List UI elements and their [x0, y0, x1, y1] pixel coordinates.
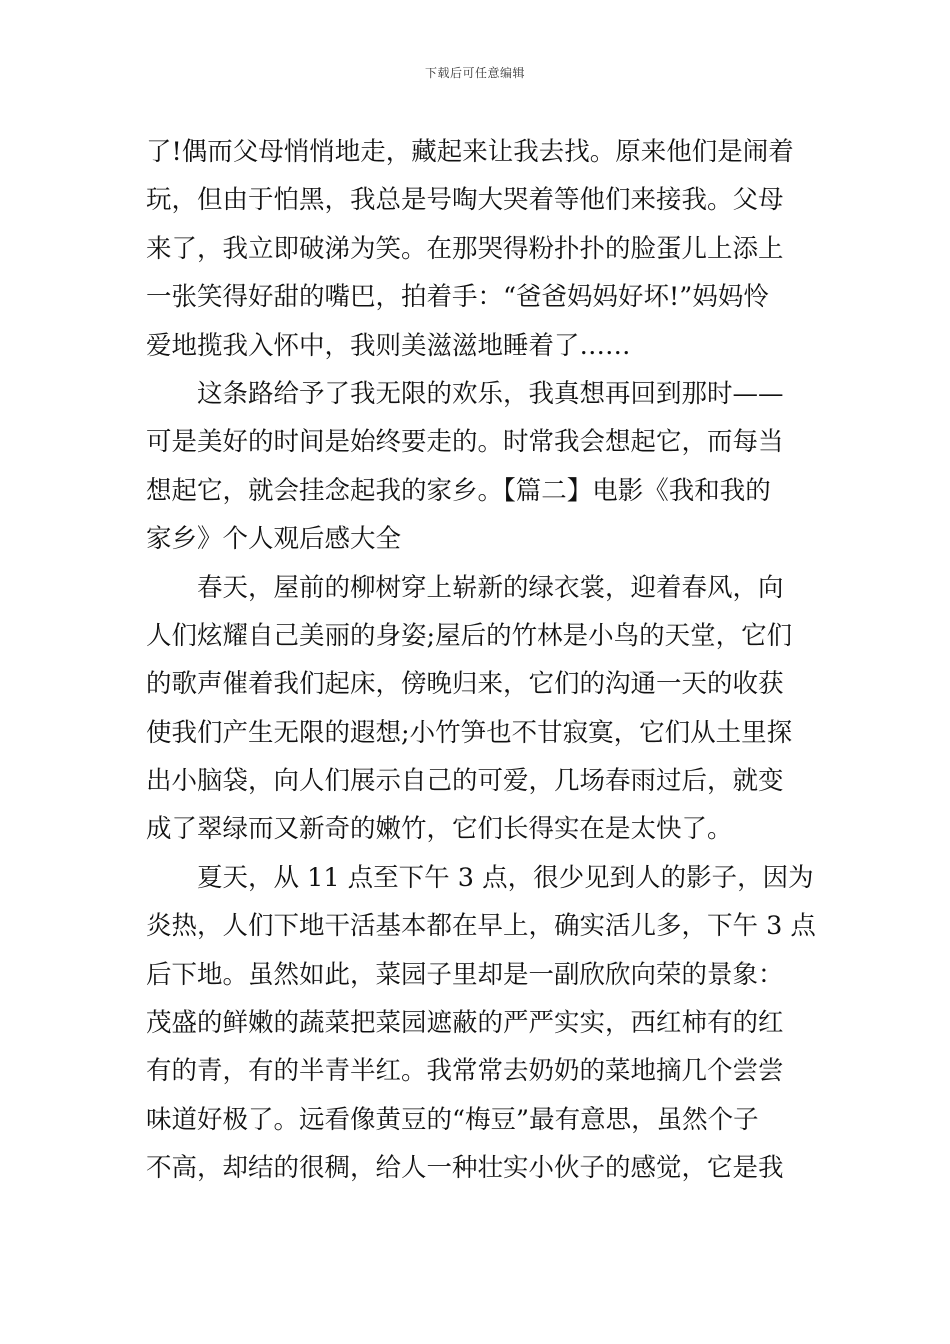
text-line: 使我们产生无限的遐想;小竹笋也不甘寂寞，它们从土里探 — [146, 717, 793, 748]
text-line: 不高，却结的很稠，给人一种壮实小伙子的感觉，它是我 — [146, 1153, 784, 1184]
text-line: 了!偶而父母悄悄地走，藏起来让我去找。原来他们是闹着 — [146, 137, 794, 167]
text-line: 爱地揽我入怀中，我则美滋滋地睡着了…… — [146, 330, 631, 361]
document-body — [146, 128, 816, 1193]
paragraph-start-line: 这条路给予了我无限的欢乐，我真想再回到那时—— — [197, 378, 784, 409]
text-line: 出小脑袋，向人们展示自己的可爱，几场春雨过后，就变 — [146, 766, 784, 797]
text-line: 后下地。虽然如此，菜园子里却是一副欣欣向荣的景象： — [146, 959, 784, 990]
text-line: 想起它，就会挂念起我的家乡。【篇二】电影《我和我的 — [146, 475, 771, 506]
text-line: 可是美好的时间是始终要走的。时常我会想起它，而每当 — [146, 427, 784, 458]
paragraph-start-line: 春天，屋前的柳树穿上崭新的绿衣裳，迎着春风，向 — [197, 572, 784, 603]
text-line: 玩，但由于怕黑，我总是号啕大哭着等他们来接我。父母 — [146, 185, 784, 216]
paragraph-start-line: 夏天，从 11 点至下午 3 点，很少见到人的影子，因为 — [197, 862, 814, 893]
text-line: 味道好极了。远看像黄豆的“梅豆”最有意思，虽然个子 — [146, 1104, 759, 1135]
text-line: 来了，我立即破涕为笑。在那哭得粉扑扑的脸蛋儿上添上 — [146, 233, 784, 264]
text-line: 成了翠绿而又新奇的嫩竹，它们长得实在是太快了。 — [146, 814, 733, 845]
text-line: 有的青，有的半青半红。我常常去奶奶的菜地摘几个尝尝 — [146, 1056, 784, 1087]
text-line: 炎热，人们下地干活基本都在早上，确实活儿多，下午 3 点 — [146, 911, 816, 942]
page-header: 下载后可任意编辑 — [424, 66, 525, 80]
text-line: 家乡》个人观后感大全 — [146, 524, 402, 555]
text-line: 一张笑得好甜的嘴巴，拍着手：“爸爸妈妈好坏!”妈妈怜 — [146, 282, 769, 313]
text-line: 茂盛的鲜嫩的蔬菜把菜园遮蔽的严严实实，西红柿有的红 — [146, 1008, 784, 1039]
text-line: 人们炫耀自己美丽的身姿;屋后的竹林是小鸟的天堂，它们 — [146, 620, 793, 651]
text-line: 的歌声催着我们起床，傍晚归来，它们的沟通一天的收获 — [146, 669, 784, 700]
